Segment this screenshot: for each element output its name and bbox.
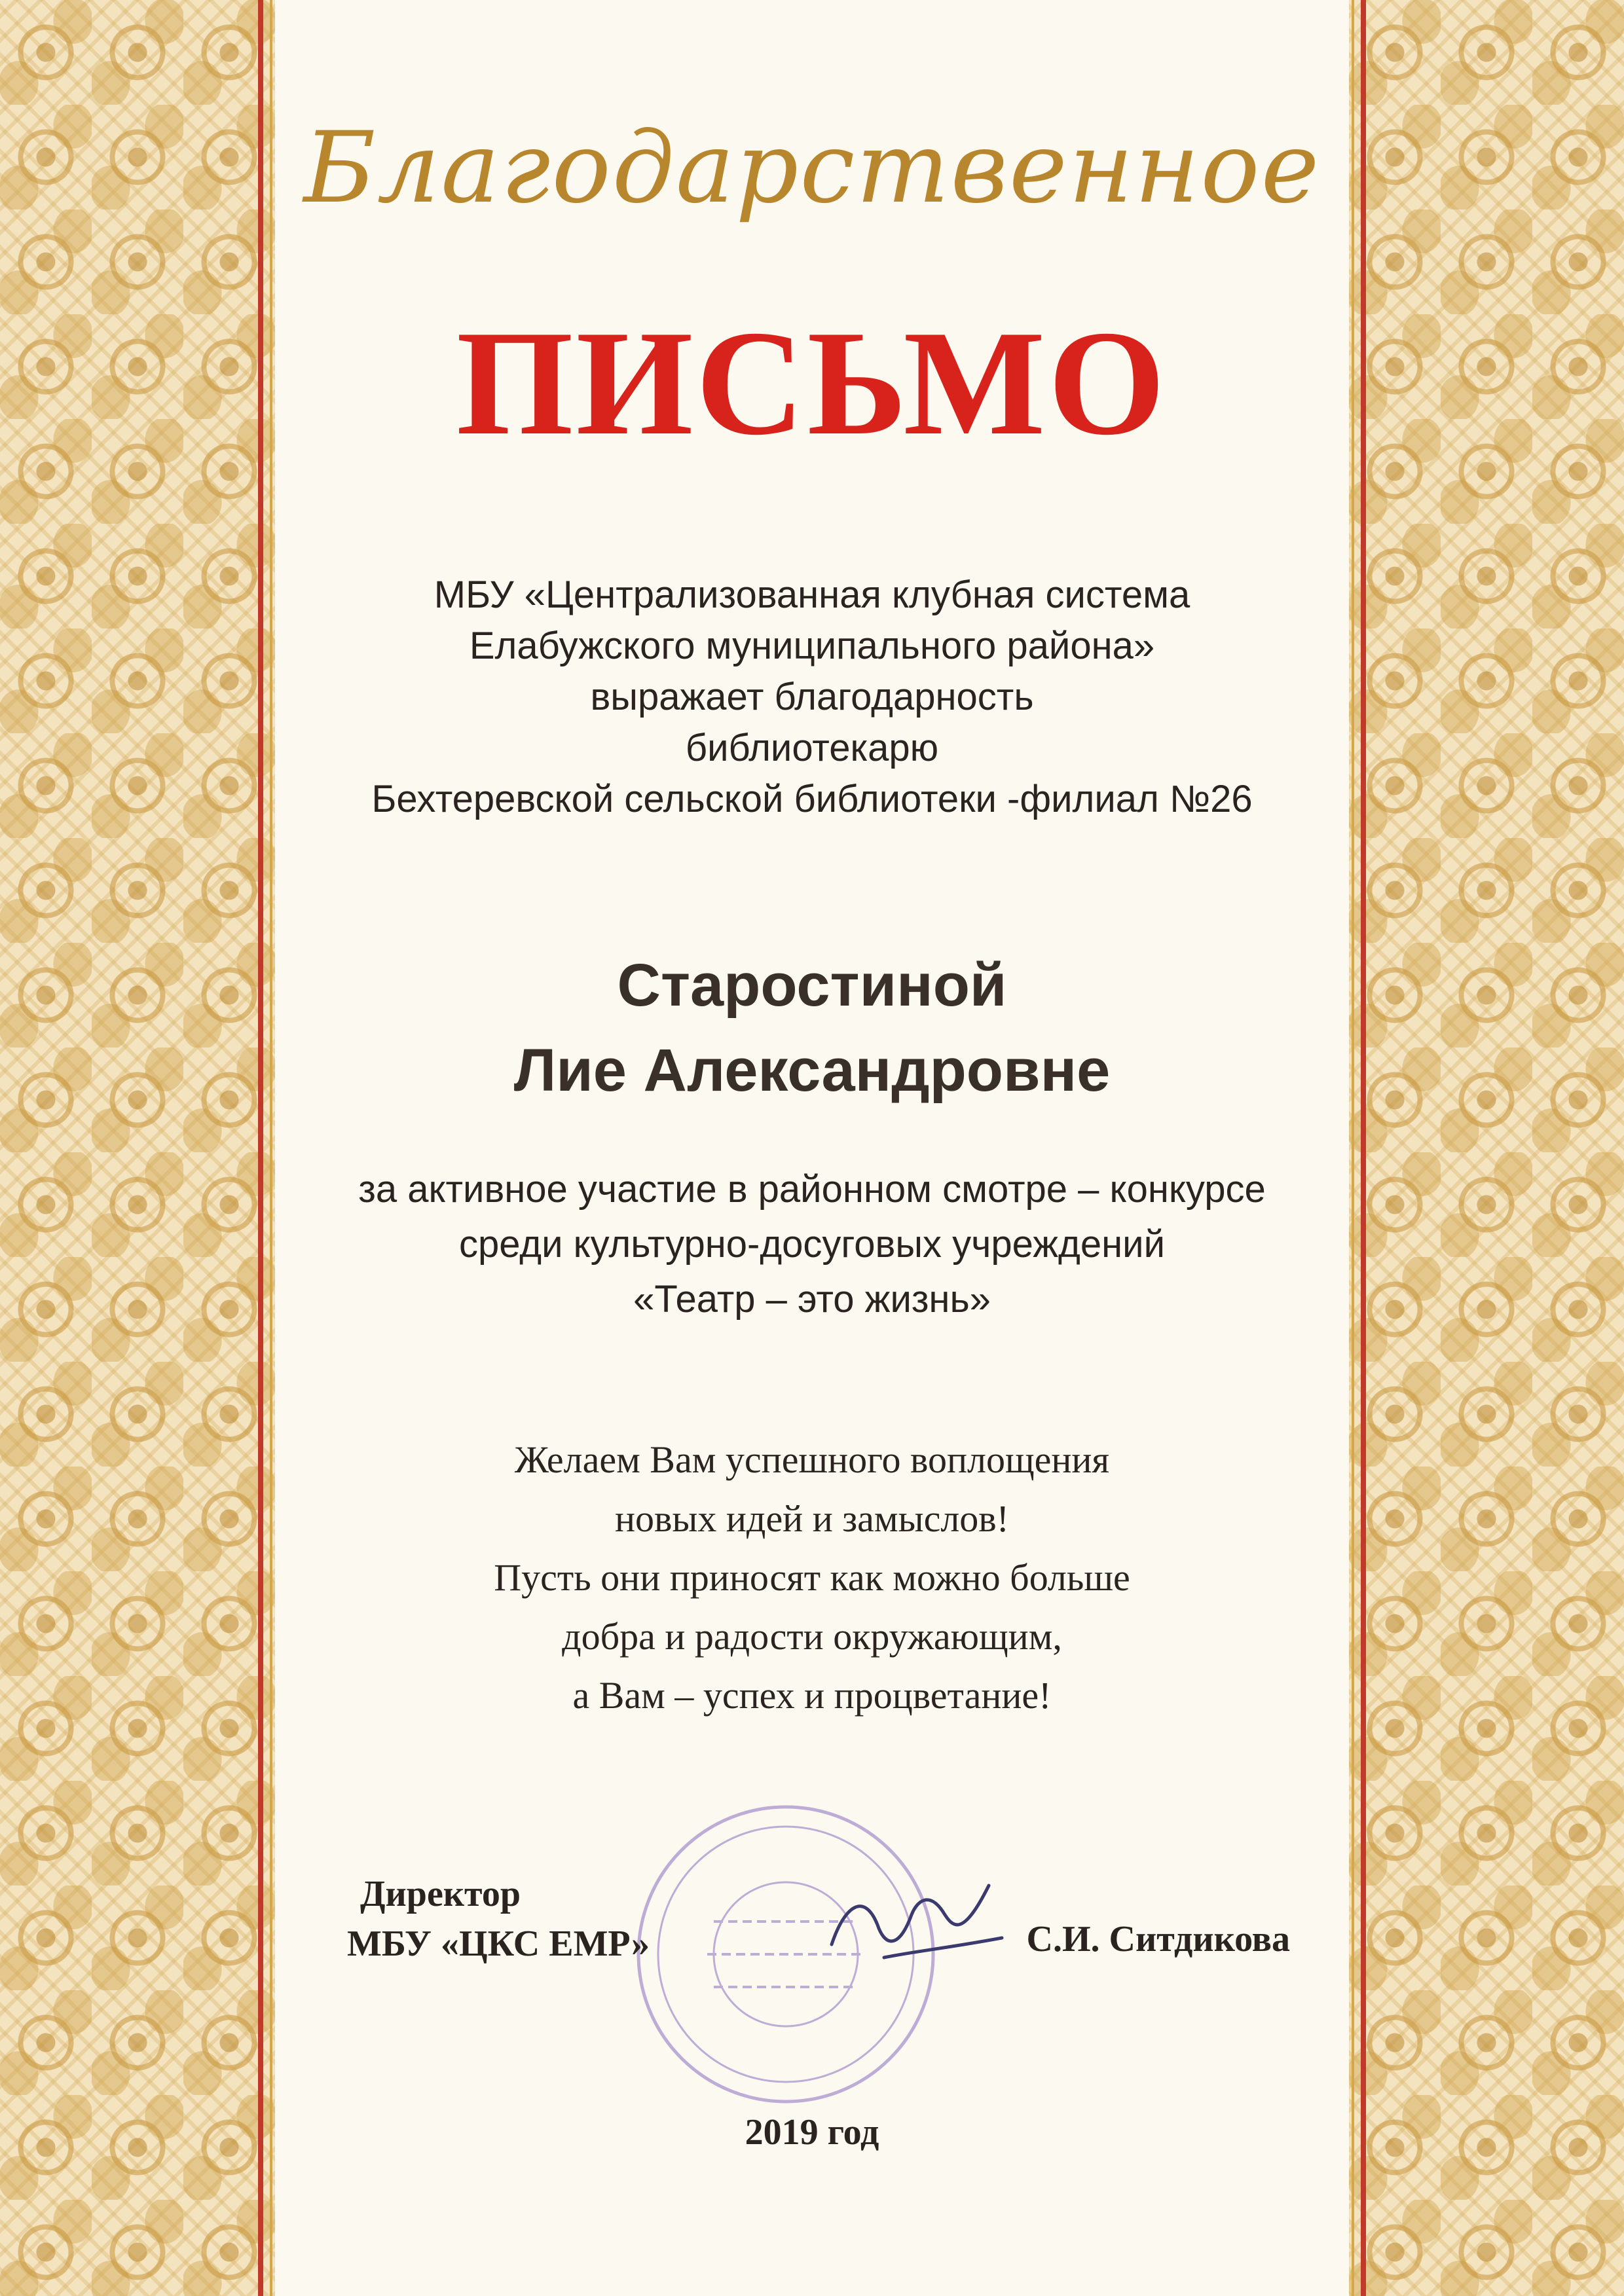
signature-organization: МБУ «ЦКС ЕМР» xyxy=(347,1923,650,1964)
ornamental-border-left xyxy=(0,0,275,2296)
recipient-name xyxy=(275,943,1349,1113)
handwritten-signature xyxy=(819,1866,1015,1977)
wishes-line: новых идей и замыслов! xyxy=(615,1497,1009,1540)
organization-line: библиотекарю xyxy=(685,727,939,769)
signature-position: Директор xyxy=(360,1874,521,1914)
organization-line: выражает благодарность xyxy=(590,676,1034,718)
wishes-line: добра и радости окружающим, xyxy=(562,1615,1062,1658)
recipient-given-names: Лие Александровне xyxy=(513,1037,1111,1104)
title-main: ПИСЬМО xyxy=(456,299,1168,466)
wishes-line: Желаем Вам успешного воплощения xyxy=(514,1438,1110,1481)
ornamental-border-right xyxy=(1349,0,1624,2296)
wishes-line: а Вам – успех и процветание! xyxy=(572,1674,1052,1717)
wishes-line: Пусть они приносят как можно больше xyxy=(494,1556,1130,1599)
wishes-text xyxy=(275,1430,1349,1725)
reason-line: среди культурно-досуговых учреждений xyxy=(459,1223,1165,1266)
organization-line: Елабужского муниципального района» xyxy=(469,625,1155,667)
border-rule xyxy=(270,0,272,2296)
border-rule xyxy=(1352,0,1354,2296)
recipient-surname: Старостиной xyxy=(617,952,1007,1019)
year: 2019 год xyxy=(745,2112,879,2153)
organization-line: МБУ «Централизованная клубная система xyxy=(434,574,1190,616)
title-script: Благодарственное xyxy=(303,111,1321,225)
border-rule xyxy=(258,0,263,2296)
organization-line: Бехтеревской сельской библиотеки -филиал №26 xyxy=(371,778,1253,820)
signer-name: С.И. Ситдикова xyxy=(1026,1919,1290,1959)
reason-text xyxy=(275,1162,1349,1327)
organization-text xyxy=(275,570,1349,825)
reason-line: за активное участие в районном смотре – конкурсе xyxy=(358,1168,1266,1211)
signature-position-block xyxy=(347,1869,650,1969)
certificate-content xyxy=(275,0,1349,2296)
reason-line: «Театр – это жизнь» xyxy=(633,1278,991,1321)
border-rule xyxy=(1361,0,1366,2296)
